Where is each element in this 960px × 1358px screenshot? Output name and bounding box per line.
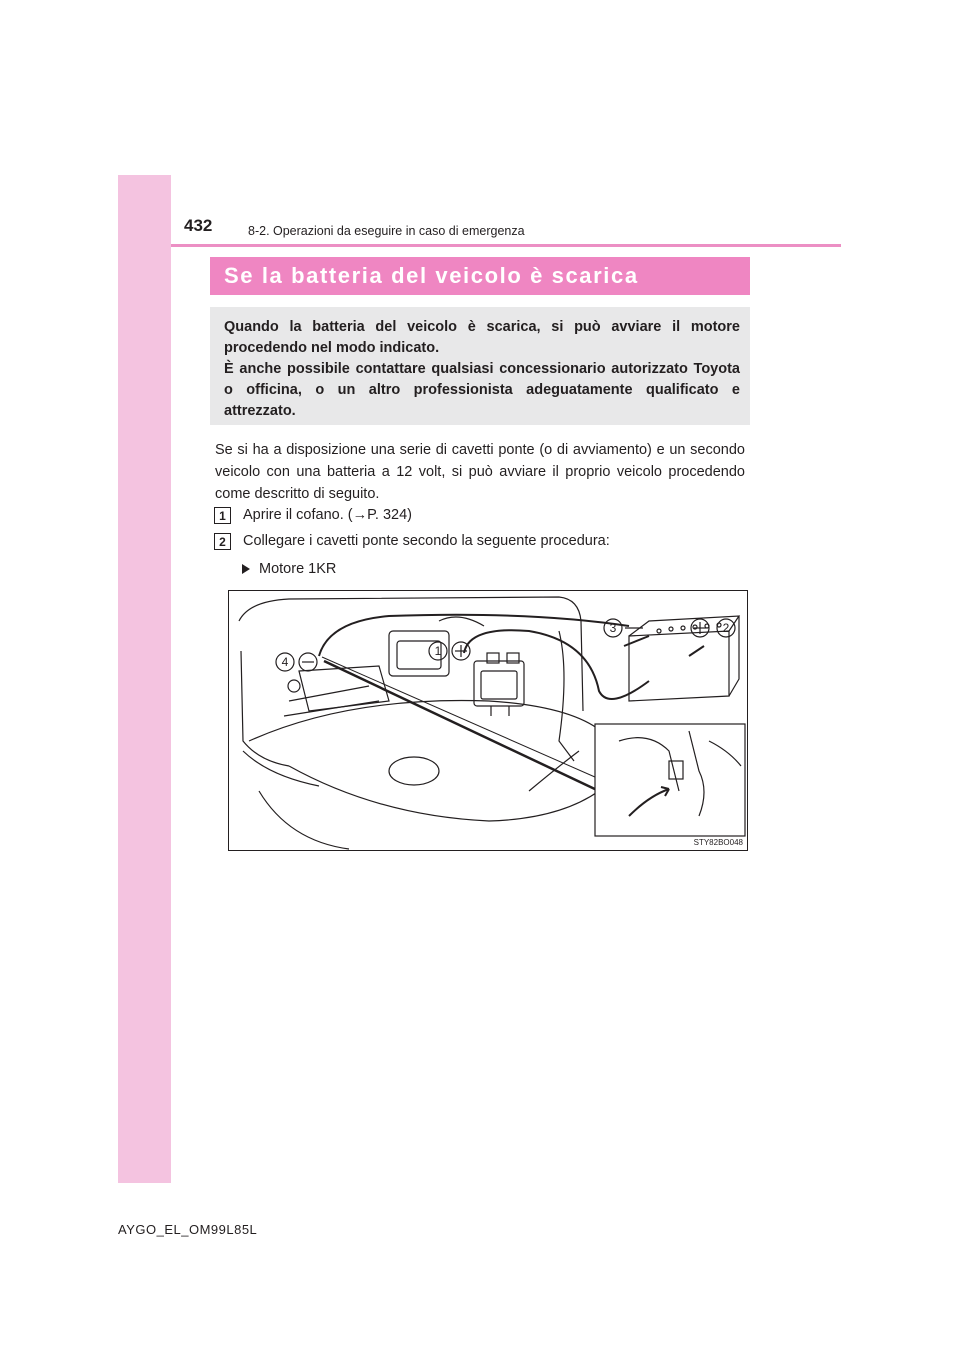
callout-1: 1 [434, 644, 442, 658]
intro-box [210, 307, 750, 425]
engine-bullet [242, 561, 336, 577]
page-title: Se la batteria del veicolo è scarica [224, 263, 639, 288]
footer-code: AYGO_EL_OM99L85L [118, 1222, 258, 1237]
jump-start-illustration [228, 590, 748, 851]
header-divider [171, 244, 841, 247]
callout-2: 2 [722, 621, 730, 635]
section-heading: 8-2. Operazioni da eseguire in caso di emergenza [248, 224, 525, 238]
side-tab-strip [118, 175, 171, 1183]
bullet-text: Motore 1KR [259, 561, 337, 577]
engine-bay-drawing [229, 591, 748, 851]
figure-code: STY82BO048 [693, 838, 743, 847]
callout-4: 4 [281, 655, 289, 669]
step-text: Collegare i cavetti ponte secondo la seguente procedura: [243, 533, 610, 549]
step-number-box: 1 [214, 507, 231, 524]
callout-3: 3 [609, 621, 617, 635]
intro-line-1: Quando la batteria del veicolo è scarica, si può avviare il motore procedendo nel modo indicato. [224, 319, 740, 356]
body-paragraph: Se si ha a disposizione una serie di cavetti ponte (o di avviamento) e un secondo veicolo con una batteria a 12 volt, si può avviare il proprio veicolo procedendo come descritto di seguito. [215, 442, 745, 502]
triangle-bullet-icon [242, 564, 250, 574]
title-banner [210, 257, 750, 295]
step-text: Aprire il cofano. (→P. 324) [243, 507, 412, 523]
page-number: 432 [184, 216, 213, 235]
step-number-box: 2 [214, 533, 231, 550]
intro-line-2: È anche possibile contattare qualsiasi concessionario autorizzato Toyota o officina, o un altro professionista adeguatamente qualificato e attrezzato. [224, 361, 740, 419]
